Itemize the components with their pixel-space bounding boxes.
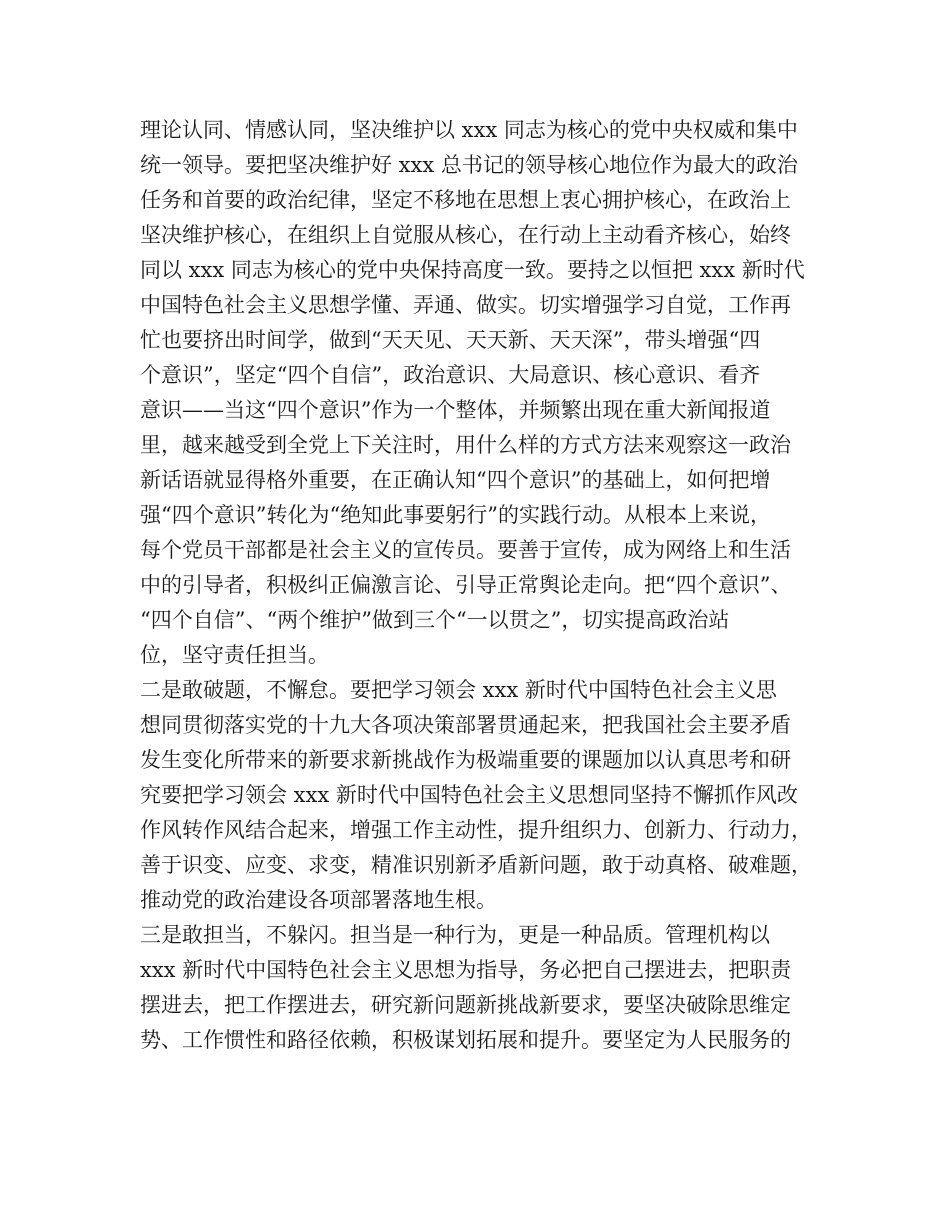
paragraph-start-line: 三是敢担当，不躲闪。担当是一种行为，更是一种品质。管理机构以 (140, 923, 770, 947)
text-line: 坚决维护核心，在组织上自觉服从核心，在行动上主动看齐核心，始终 (140, 223, 791, 247)
text-line: 势、工作惯性和路径依赖，积极谋划拓展和提升。要坚定为人民服务的 (140, 1028, 791, 1052)
text-line: 善于识变、应变、求变，精准识别新矛盾新问题，敢于动真格、破难题， (140, 853, 812, 877)
text-line: 新话语就显得格外重要，在正确认知“四个意识”的基础上，如何把增 (140, 468, 771, 492)
paragraph-start-line: 二是敢破题，不懈怠。要把学习领会 xxx 新时代中国特色社会主义思 (140, 678, 777, 702)
text-line: 个意识”，坚定“四个自信”，政治意识、大局意识、核心意识、看齐 (140, 363, 761, 387)
text-line: 每个党员干部都是社会主义的宣传员。要善于宣传，成为网络上和生活 (140, 538, 791, 562)
text-line: 同以 xxx 同志为核心的党中央保持高度一致。要持之以恒把 xxx 新时代 (140, 258, 805, 282)
text-line: 中的引导者，积极纠正偏激言论、引导正常舆论走向。把“四个意识”、 (140, 573, 792, 597)
text-line: 推动党的政治建设各项部署落地生根。 (140, 888, 497, 912)
text-line: 统一领导。要把坚决维护好 xxx 总书记的领导核心地位作为最大的政治 (140, 153, 798, 177)
text-line: 强“四个意识”转化为“绝知此事要躬行”的实践行动。从根本上来说， (140, 503, 771, 527)
body-text (140, 113, 830, 1058)
text-line: 作风转作风结合起来，增强工作主动性，提升组织力、创新力、行动力， (140, 818, 812, 842)
text-line: 里，越来越受到全党上下关注时，用什么样的方式方法来观察这一政治 (140, 433, 791, 457)
text-line: 想同贯彻落实党的十九大各项决策部署贯通起来，把我国社会主要矛盾 (140, 713, 791, 737)
text-line: 理论认同、情感认同，坚决维护以 xxx 同志为核心的党中央权威和集中 (140, 118, 798, 142)
text-line: 意识——当这“四个意识”作为一个整体，并频繁出现在重大新闻报道 (140, 398, 771, 422)
text-line: xxx 新时代中国特色社会主义思想为指导，务必把自己摆进去，把职责 (140, 958, 792, 982)
text-line: 任务和首要的政治纪律，坚定不移地在思想上衷心拥护核心，在政治上 (140, 188, 791, 212)
text-line: “四个自信”、“两个维护”做到三个“一以贯之”，切实提高政治站 (140, 608, 730, 632)
text-line: 位，坚守责任担当。 (140, 643, 329, 667)
text-line: 忙也要挤出时间学，做到“天天见、天天新、天天深”，带头增强“四 (140, 328, 761, 352)
text-line: 摆进去，把工作摆进去，研究新问题新挑战新要求，要坚决破除思维定 (140, 993, 791, 1017)
text-line: 中国特色社会主义思想学懂、弄通、做实。切实增强学习自觉，工作再 (140, 293, 791, 317)
text-line: 究要把学习领会 xxx 新时代中国特色社会主义思想同坚持不懈抓作风改 (140, 783, 798, 807)
text-line: 发生变化所带来的新要求新挑战作为极端重要的课题加以认真思考和研 (140, 748, 791, 772)
